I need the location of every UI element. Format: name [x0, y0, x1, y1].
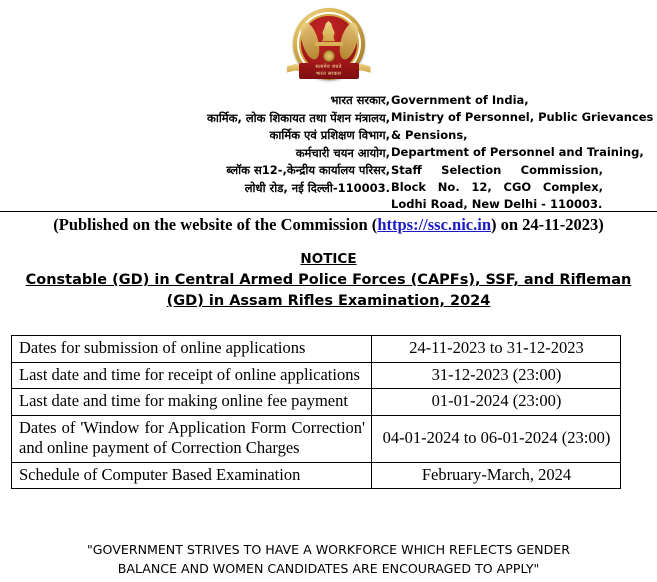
address-english-line-5: Staff Selection Commission, — [391, 162, 603, 177]
ssc-emblem-container — [0, 6, 657, 90]
ssc-emblem-icon — [287, 6, 371, 90]
ssc-website-link[interactable]: https://ssc.nic.in — [377, 215, 491, 234]
table-row — [12, 362, 621, 389]
address-hindi-line-6: लोधी रोड, नई दिल्ली-110003. — [244, 180, 390, 195]
table-row — [12, 462, 621, 489]
address-english-line-7: Lodhi Road, New Delhi - 110003. — [391, 197, 603, 212]
schedule-value: 01-01-2024 (23:00) — [372, 389, 621, 416]
address-english — [391, 92, 654, 214]
schedule-value: 24-11-2023 to 31-12-2023 — [372, 336, 621, 363]
address-english-line-1: Government of India, — [391, 93, 529, 107]
published-prefix: (Published on the website of the Commission ( — [53, 215, 378, 234]
address-hindi-line-3: कार्मिक एवं प्रशिक्षण विभाग, — [269, 128, 390, 142]
emblem-ribbon-line2: भारत सरकार — [315, 71, 342, 77]
table-row — [12, 389, 621, 416]
address-hindi-line-4: कर्मचारी चयन आयोग, — [295, 145, 390, 160]
header-divider — [0, 211, 657, 212]
exam-title-line-1: Constable (GD) in Central Armed Police Forces (CAPFs), SSF, and Rifleman — [25, 272, 632, 288]
published-suffix: ) on 24-11-2023) — [491, 215, 604, 234]
schedule-label: Schedule of Computer Based Examination — [12, 462, 372, 489]
schedule-label: Last date and time for receipt of online applications — [12, 362, 372, 389]
footer-line-1: "GOVERNMENT STRIVES TO HAVE A WORKFORCE WHICH REFLECTS GENDER — [87, 542, 570, 557]
schedule-label: Dates for submission of online applications — [12, 336, 372, 363]
notice-heading-text: NOTICE — [300, 251, 357, 267]
ashoka-chakra-icon — [323, 50, 335, 62]
table-row — [12, 415, 621, 462]
footer-line-2: BALANCE AND WOMEN CANDIDATES ARE ENCOURAGED TO APPLY" — [117, 561, 540, 576]
notice-heading — [0, 250, 657, 268]
address-hindi — [0, 92, 390, 197]
letterhead-address-block — [0, 92, 657, 210]
address-english-line-4: Department of Personnel and Training, — [391, 145, 644, 160]
emblem-ribbon-text — [299, 64, 359, 78]
schedule-value: 04-01-2024 to 06-01-2024 (23:00) — [372, 415, 621, 462]
schedule-value: 31-12-2023 (23:00) — [372, 362, 621, 389]
address-english-line-2: Ministry of Personnel, Public Grievances — [391, 110, 654, 125]
schedule-table — [11, 335, 621, 489]
published-line — [0, 215, 657, 235]
exam-title — [0, 270, 657, 312]
schedule-value: February-March, 2024 — [372, 462, 621, 489]
emblem-ribbon-line1: सत्यमेव जयते — [315, 64, 342, 70]
address-english-line-6: Block No. 12, CGO Complex, — [391, 180, 603, 195]
exam-title-line-2: (GD) in Assam Rifles Examination, 2024 — [166, 293, 491, 309]
lion-capital-base — [315, 42, 343, 46]
schedule-label: Dates of 'Window for Application Form Correction' and online payment of Correction Charges — [12, 415, 372, 462]
address-english-line-3: & Pensions, — [391, 127, 468, 142]
address-hindi-line-2: कार्मिक, लोक शिकायत तथा पेंशन मंत्रालय, — [207, 110, 390, 125]
table-row — [12, 336, 621, 363]
address-hindi-line-5: ब्लॉक स12-,केन्द्रीय कार्यालय परिसर, — [226, 163, 390, 177]
footer-slogan — [0, 540, 657, 578]
schedule-label: Last date and time for making online fee payment — [12, 389, 372, 416]
address-hindi-line-1: भारत सरकार, — [330, 93, 390, 107]
